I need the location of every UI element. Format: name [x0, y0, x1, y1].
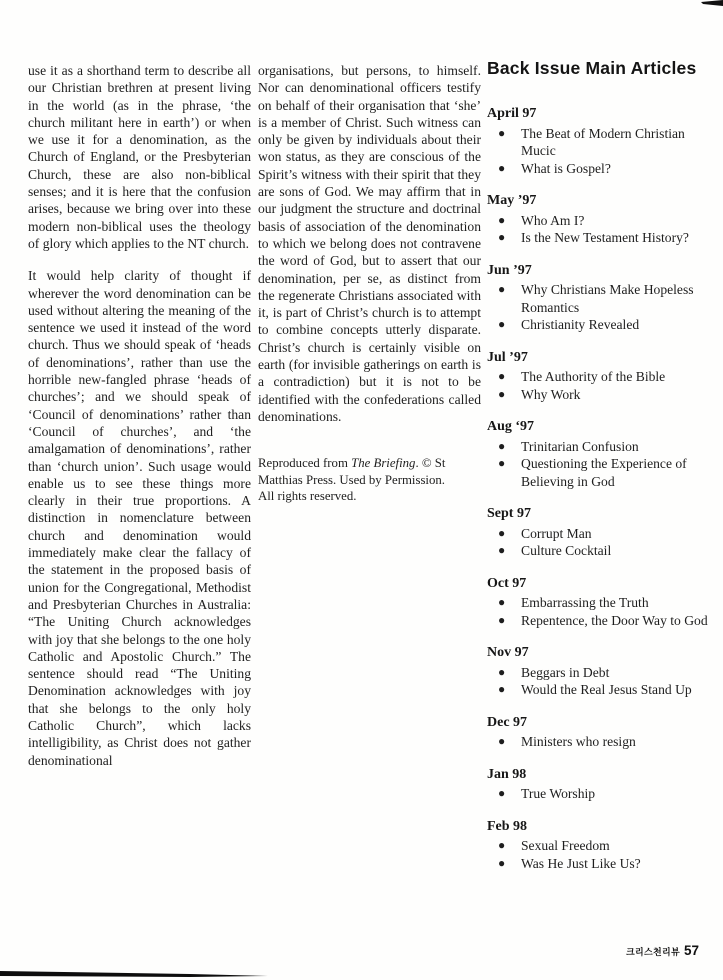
issue-month-heading: Dec 97	[487, 714, 528, 730]
issue-article-item	[487, 212, 717, 230]
issue-article-title: The Beat of Modern Christian Mucic	[521, 125, 685, 158]
bullet-icon: ●	[498, 438, 506, 453]
issue-article-item	[487, 525, 717, 543]
issue-article-title: Repentence, the Door Way to God	[521, 612, 708, 628]
issue-group	[487, 105, 717, 177]
issue-article-item	[487, 664, 717, 682]
scan-artifact-corner-mark	[701, 0, 723, 8]
bullet-icon: ●	[498, 212, 506, 227]
issue-article-item	[487, 438, 717, 456]
issue-article-title: Is the New Testament History?	[521, 230, 689, 245]
bullet-icon: ●	[498, 612, 506, 627]
bullet-icon: ●	[498, 230, 506, 244]
bullet-icon: ●	[498, 595, 506, 609]
article-paragraph: use it as a shorthand term to describe all our Christian brethren at present living in the world (as in the phrase, ‘the church militant here in earth’) or when we use it for a denomination, as the Church of England, or the Presbyterian Church, these are also non-biblical senses; and it is here that the confusion arises, because we bring over into these modern non-biblical uses the theology of glory which applies to the NT church.	[28, 63, 251, 251]
bullet-icon: ●	[498, 664, 506, 679]
article-column-1	[28, 62, 251, 769]
issue-article-title: Beggars in Debt	[521, 664, 610, 680]
bullet-icon: ●	[498, 282, 506, 296]
bullet-icon: ●	[498, 855, 506, 870]
issue-month-heading: Jun ’97	[487, 262, 532, 278]
attribution-source-title: The Briefing	[351, 456, 416, 471]
issue-article-title: Embarrassing the Truth	[521, 595, 649, 610]
bullet-icon: ●	[498, 369, 506, 383]
bullet-icon: ●	[498, 734, 506, 748]
issue-month-heading: May ’97	[487, 193, 537, 208]
bullet-icon: ●	[498, 786, 506, 800]
issue-article-item	[487, 125, 717, 160]
article-paragraph: organisations, but persons, to himself. Nor can denominational officers testify on behalf of their organisation that ‘she’ is a member of Christ. Such witness can only be given by individuals about their won status, as they are conscious of the Spirit’s witness with their spirit that they are sons of God. We may affirm that in our judgment the structure and doctrinal basis of association of the denomination to which we belong does not contravene the word of God, but to assert that our denomination, per se, as distinct from the regenerate Christians associated with it, is part of Christ’s church is to attempt to combine concepts utterly disparate. Christ’s church is certainly visible on earth (for invisible gatherings on earth is a contradiction) but it is not to be identified with the confederations called denominations.	[258, 63, 481, 424]
bullet-icon: ●	[498, 317, 506, 331]
issue-article-title: Would the Real Jesus Stand Up	[521, 682, 692, 697]
back-issues-list	[487, 105, 717, 872]
issue-group	[487, 418, 717, 490]
page-number: 57	[683, 943, 699, 958]
issue-article-item	[487, 681, 717, 699]
issue-group	[487, 714, 717, 751]
issue-article-item	[487, 160, 717, 178]
issue-article-item	[487, 316, 717, 334]
article-paragraph: It would help clarity of thought if wherever the word denomination can be used without altering the meaning of the sentence we used it instead of the word church. Thus we should speak of ‘heads of denominations’, rather than use the horrible new-fangled phrase ‘heads of churches’; and we should speak of ‘Council of denominations’ rather than ‘Council of churches’, and ‘the amalgamation of denominations’, rather than ‘church union’. Such usage would enable us to see these things more clearly in their true proportions. A distinction in nomenclature between church and denomination would immediately make clear the fallacy of the statement in the proposed basis of union for the Congregational, Methodist and Presbyterian Churches in Australia: “The Uniting Church acknowledges with joy that she belongs to the one holy Catholic and Apostolic Church.” The sentence should read “The Uniting Denomination acknowledges with joy that she belongs to the only holy Catholic Church”, which lacks intelligibility, as Christ does not gather denominational	[28, 268, 251, 768]
bullet-icon: ●	[498, 525, 506, 540]
issue-article-title: The Authority of the Bible	[521, 369, 666, 384]
issue-article-item	[487, 733, 717, 751]
issue-article-title: Corrupt Man	[521, 525, 592, 541]
issue-month-heading: Aug ‘97	[487, 419, 535, 434]
issue-month-heading: Jul ’97	[487, 349, 528, 365]
issue-article-title: Culture Cocktail	[521, 543, 612, 558]
attribution-suffix: . © St Matthias Press. Used by Permission. All rights reserved.	[258, 456, 446, 504]
issue-month-heading: Feb 98	[487, 818, 528, 834]
issue-article-item	[487, 785, 717, 803]
attribution-note	[258, 455, 463, 505]
issue-month-heading: Oct 97	[487, 575, 527, 591]
issue-article-item	[487, 855, 717, 873]
issue-article-title: What is Gospel?	[521, 160, 611, 176]
issue-group	[487, 766, 717, 803]
issue-article-item	[487, 542, 717, 560]
issue-article-title: Christianity Revealed	[521, 317, 640, 332]
issue-month-heading: April 97	[487, 106, 537, 121]
journal-name: 크리스천리뷰	[626, 947, 680, 957]
bullet-icon: ●	[498, 456, 506, 470]
issue-group	[487, 192, 717, 247]
issue-article-item	[487, 281, 717, 316]
issue-group	[487, 575, 717, 630]
issue-article-item	[487, 594, 717, 612]
issue-article-title: Why Christians Make Hopeless Romantics	[521, 282, 694, 315]
scan-artifact-bottom-bar	[0, 966, 280, 980]
issue-article-item	[487, 837, 717, 855]
issue-month-heading: Nov 97	[487, 645, 529, 660]
back-issues-heading: Back Issue Main Articles	[487, 58, 697, 78]
issue-month-heading: Sept 97	[487, 506, 531, 521]
issue-article-title: Ministers who resign	[521, 734, 636, 749]
bullet-icon: ●	[498, 125, 506, 140]
issue-article-title: True Worship	[521, 786, 596, 801]
issue-group	[487, 349, 717, 404]
issue-article-item	[487, 386, 717, 404]
issue-article-item	[487, 612, 717, 630]
issue-article-title: Questioning the Experience of Believing in God	[521, 456, 687, 489]
bullet-icon: ●	[498, 682, 506, 696]
issue-article-title: Sexual Freedom	[521, 838, 610, 853]
issue-group	[487, 818, 717, 873]
issue-article-title: Was He Just Like Us?	[521, 855, 641, 871]
issue-group	[487, 262, 717, 334]
issue-article-item	[487, 455, 717, 490]
issue-group	[487, 644, 717, 699]
issue-article-item	[487, 229, 717, 247]
issue-group	[487, 505, 717, 560]
issue-article-item	[487, 368, 717, 386]
bullet-icon: ●	[498, 838, 506, 852]
issue-article-title: Trinitarian Confusion	[521, 438, 639, 454]
article-column-2	[258, 62, 481, 505]
bullet-icon: ●	[498, 386, 506, 401]
bullet-icon: ●	[498, 160, 506, 175]
issue-month-heading: Jan 98	[487, 766, 527, 782]
bullet-icon: ●	[498, 543, 506, 557]
attribution-prefix: Reproduced from	[258, 456, 352, 471]
issue-article-title: Why Work	[521, 386, 581, 402]
issue-article-title: Who Am I?	[521, 212, 585, 228]
page-footer	[626, 943, 699, 958]
back-issues-section	[487, 58, 717, 887]
